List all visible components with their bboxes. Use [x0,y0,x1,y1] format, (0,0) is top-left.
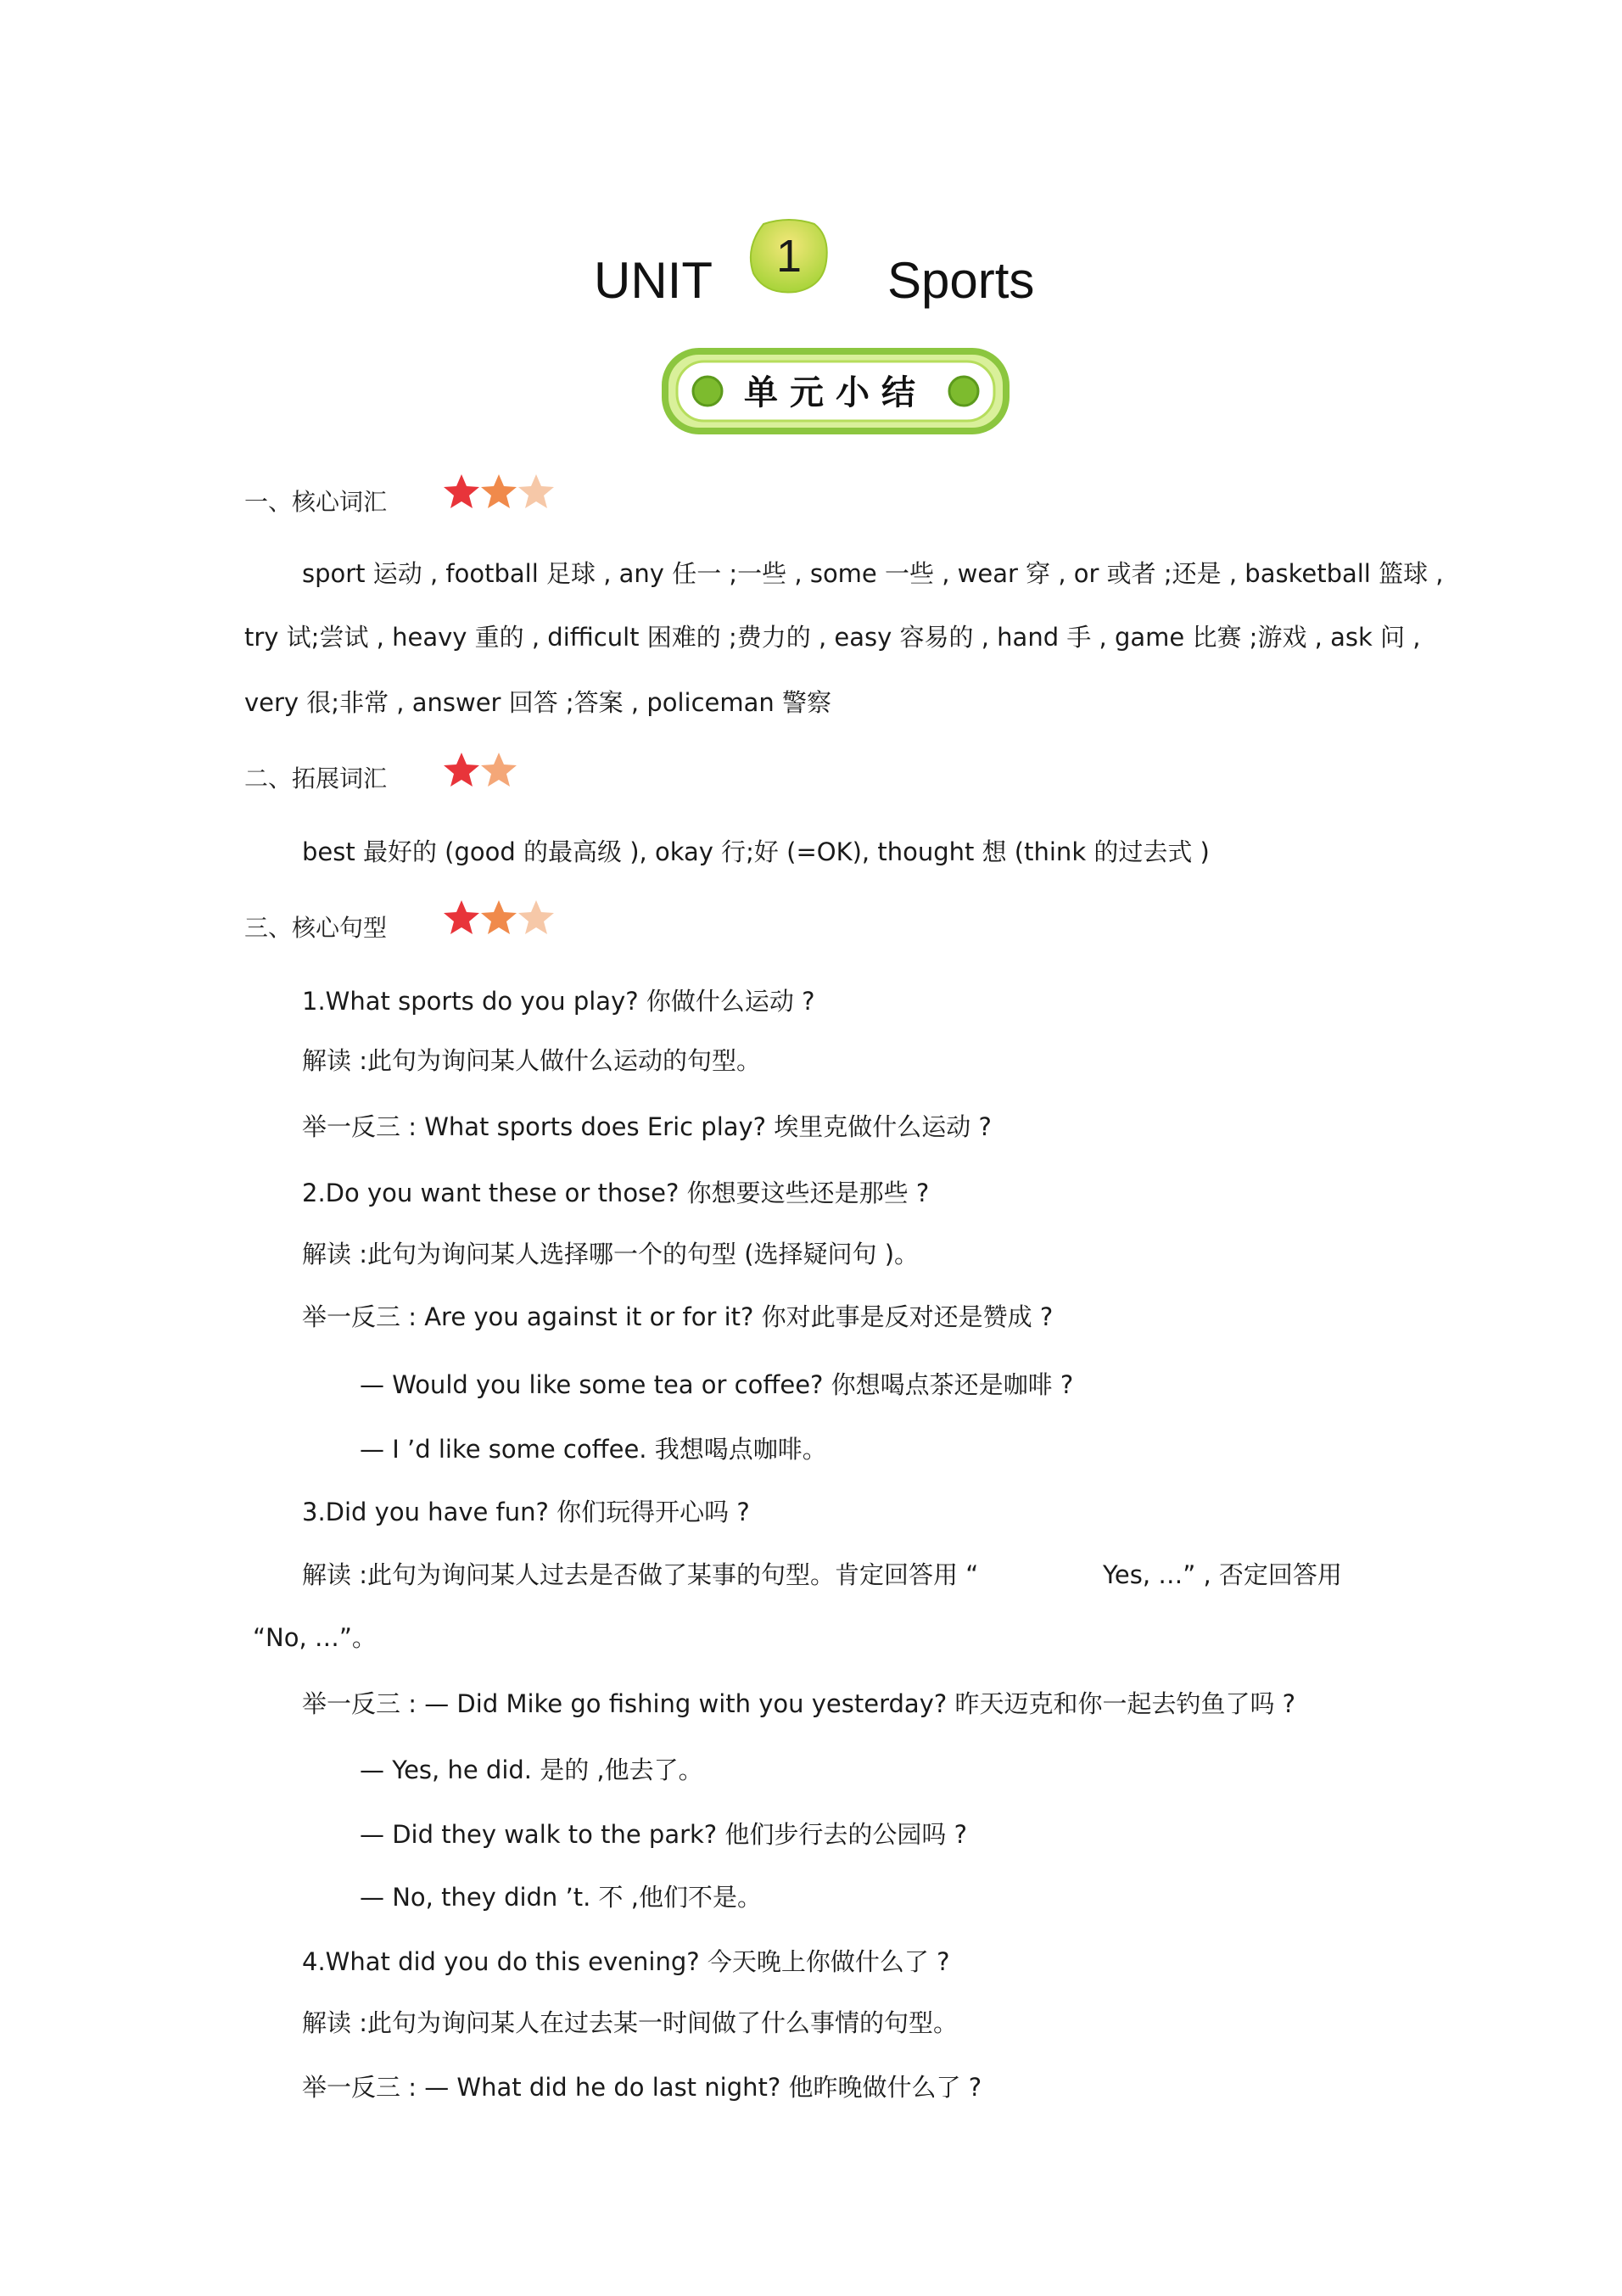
section-heading-extended-vocab: 二、拓展词汇 [244,764,388,792]
sentence-3: 3.Did you have fun? 你们玩得开心吗 ? [302,1498,750,1526]
sentence-3-dialogue-2: — Did they walk to the park? 他们步行去的公园吗 ? [360,1820,968,1849]
sentence-4-explanation: 解读 :此句为询问某人在过去某一时间做了什么事情的句型。 [302,2008,958,2037]
sentence-1: 1.What sports do you play? 你做什么运动 ? [302,987,815,1016]
unit-number-badge [747,217,831,295]
sentence-3-explanation: 解读 :此句为询问某人过去是否做了某事的句型。肯定回答用 “ [302,1560,979,1589]
sentence-2-dialogue-1: — Would you like some tea or coffee? 你想喝点茶还是咖啡 ? [360,1370,1074,1399]
sentence-3-dialogue-1: — Yes, he did. 是的 ,他去了。 [360,1756,703,1784]
sentence-3-explanation-cont: Yes, …” , 否定回答用 [1103,1560,1342,1589]
star-icon [518,900,554,934]
title-unit: UNIT [594,252,713,309]
sentence-2-explanation: 解读 :此句为询问某人选择哪一个的句型 (选择疑问句 )。 [302,1240,920,1268]
title-sports: Sports [887,252,1035,309]
extended-vocab-line: best 最好的 (good 的最高级 ), okay 行;好 (=OK), thought 想 (think 的过去式 ) [302,837,1210,866]
star-icon [481,753,517,787]
section-heading-core-sentences: 三、核心句型 [244,914,388,942]
star-icon [481,900,517,934]
vocab-line-3: very 很;非常 , answer 回答 ;答案 , policeman 警察 [244,688,832,717]
star-icon [444,753,479,787]
sentence-1-explanation: 解读 :此句为询问某人做什么运动的句型。 [302,1046,761,1075]
sentence-1-example: 举一反三 : What sports does Eric play? 埃里克做什么运动 ? [302,1112,992,1141]
summary-banner [660,346,1011,436]
sentence-4: 4.What did you do this evening? 今天晚上你做什么了 ? [302,1947,950,1976]
section-heading-core-vocab: 一、核心词汇 [244,488,388,516]
sentence-4-example: 举一反三 : — What did he do last night? 他昨晚做什么了 ? [302,2073,982,2102]
banner-label: 单元小结 [744,373,927,412]
difficulty-stars [443,750,536,792]
sentence-3-dialogue-3: — No, they didn ’t. 不 ,他们不是。 [360,1883,762,1912]
sentence-3-example: 举一反三 : — Did Mike go fishing with you yesterday? 昨天迈克和你一起去钓鱼了吗 ? [302,1689,1296,1718]
vocab-line-1: sport 运动 , football 足球 , any 任一 ;一些 , some 一些 , wear 穿 , or 或者 ;还是 , basketball 篮球 , [302,559,1444,588]
star-icon [444,900,479,934]
sentence-2-dialogue-2: — I ’d like some coffee. 我想喝点咖啡。 [360,1435,827,1464]
sentence-3-explanation-end: “No, …”。 [253,1623,377,1652]
star-icon [481,474,517,508]
difficulty-stars [443,898,570,940]
star-icon [444,474,479,508]
unit-number: 1 [775,231,803,282]
sentence-2-example: 举一反三 : Are you against it or for it? 你对此事是反对还是赞成 ? [302,1302,1054,1331]
sentence-2: 2.Do you want these or those? 你想要这些还是那些 ? [302,1179,930,1207]
vocab-line-2: try 试;尝试 , heavy 重的 , difficult 困难的 ;费力的 , easy 容易的 , hand 手 , game 比赛 ;游戏 , ask 问 , [244,623,1421,652]
difficulty-stars [443,472,570,514]
star-icon [518,474,554,508]
